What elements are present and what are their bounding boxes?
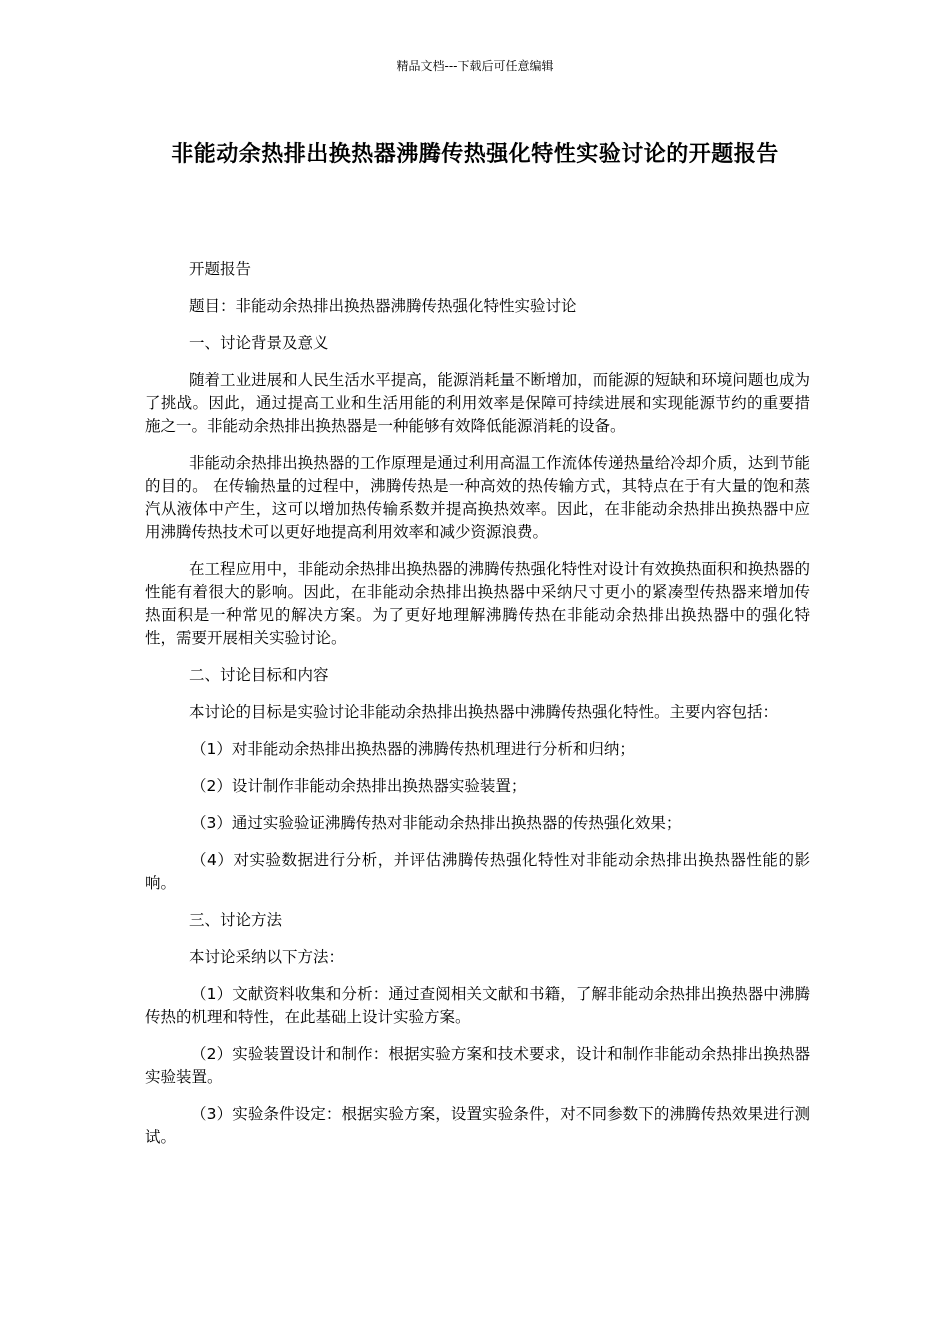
paragraph-methods-intro: 本讨论采纳以下方法： xyxy=(189,948,345,966)
paragraph-background-1: 随着工业进展和人民生活水平提高，能源消耗量不断增加，而能源的短缺和环境问题也成为了挑战。因此，通过提高工业和生活用能的利用效率是保障可持续进展和实现能源节约的重要措施之一。非能动余热排出换热器是一种能够有效降低能源消耗的设备。 xyxy=(145,371,810,435)
section-heading-goals: 二、讨论目标和内容 xyxy=(189,666,329,684)
list-item-method-1: （1）文献资料收集和分析：通过查阅相关文献和书籍，了解非能动余热排出换热器中沸腾传热的机理和特性，在此基础上设计实验方案。 xyxy=(145,985,810,1026)
paragraph-background-2: 非能动余热排出换热器的工作原理是通过利用高温工作流体传递热量给冷却介质，达到节能的目的。 在传输热量的过程中，沸腾传热是一种高效的热传输方式，其特点在于有大量的饱和蒸汽从液体中产生，这可以增加热传输系数并提高换热效率。因此，在非能动余热排出换热器中应用沸腾传热技术可以更好地提高利用效率和减少资源浪费。 xyxy=(145,454,810,541)
document-body xyxy=(145,258,810,1163)
list-item-goal-1: （1）对非能动余热排出换热器的沸腾传热机理进行分析和归纳； xyxy=(191,740,635,758)
list-item-goal-3: （3）通过实验验证沸腾传热对非能动余热排出换热器的传热强化效果； xyxy=(191,814,682,832)
page-header: 精品文档---下载后可任意编辑 xyxy=(396,59,554,73)
paragraph-background-3: 在工程应用中，非能动余热排出换热器的沸腾传热强化特性对设计有效换热面积和换热器的性能有着很大的影响。因此，在非能动余热排出换热器中采纳尺寸更小的紧凑型传热器来增加传热面积是一种常见的解决方案。为了更好地理解沸腾传热在非能动余热排出换热器中的强化特性，需要开展相关实验讨论。 xyxy=(145,560,810,647)
document-title: 非能动余热排出换热器沸腾传热强化特性实验讨论的开题报告 xyxy=(171,142,779,167)
paragraph-topic: 题目：非能动余热排出换热器沸腾传热强化特性实验讨论 xyxy=(189,297,577,315)
list-item-goal-4: （4）对实验数据进行分析，并评估沸腾传热强化特性对非能动余热排出换热器性能的影响。 xyxy=(145,851,810,892)
paragraph-goals-intro: 本讨论的目标是实验讨论非能动余热排出换热器中沸腾传热强化特性。主要内容包括： xyxy=(189,703,779,721)
paragraph-report-label: 开题报告 xyxy=(189,260,252,278)
list-item-goal-2: （2）设计制作非能动余热排出换热器实验装置； xyxy=(191,777,527,795)
list-item-method-2: （2）实验装置设计和制作：根据实验方案和技术要求，设计和制作非能动余热排出换热器实验装置。 xyxy=(145,1045,810,1086)
section-heading-background: 一、讨论背景及意义 xyxy=(189,334,329,352)
section-heading-methods: 三、讨论方法 xyxy=(189,911,283,929)
list-item-method-3: （3）实验条件设定：根据实验方案，设置实验条件，对不同参数下的沸腾传热效果进行测试。 xyxy=(145,1105,810,1146)
